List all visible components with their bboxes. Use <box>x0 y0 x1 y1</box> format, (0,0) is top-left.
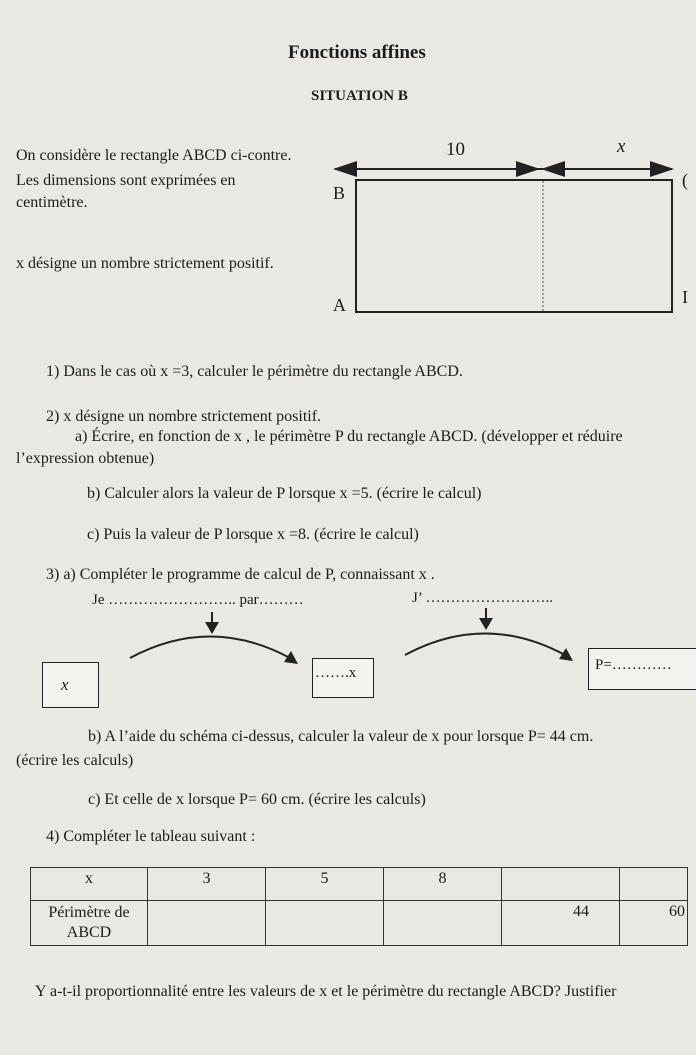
table-row <box>31 901 688 946</box>
step-j-label: J’ <box>412 590 422 606</box>
down-arrow-1 <box>205 622 219 634</box>
question-3b-line-1: b) A l’aide du schéma ci-dessus, calculer la valeur de x pour lorsque P= 44 cm. <box>88 728 594 745</box>
table-row-label-line-1: Périmètre de <box>48 904 130 921</box>
table-cell <box>148 901 266 946</box>
curve-arrow-1 <box>130 637 290 659</box>
step-je-blank: …………………….. <box>108 592 236 608</box>
question-2a-line-2: l’expression obtenue) <box>16 450 155 467</box>
final-question: Y a-t-il proportionnalité entre les valeurs de x et le périmètre du rectangle ABCD? Justifier <box>35 983 617 1000</box>
box-middle <box>312 658 374 698</box>
curve-arrow-2 <box>405 634 565 656</box>
vertex-b: B <box>333 183 346 203</box>
table-cell: 5 <box>266 868 384 901</box>
table-cell <box>620 868 688 901</box>
intro-line-3: centimètre. <box>16 194 88 211</box>
intro-line-1: On considère le rectangle ABCD ci-contre. <box>16 147 292 164</box>
box-output-p-label: P=………… <box>595 657 672 673</box>
table-cell: 8 <box>384 868 502 901</box>
question-1: 1) Dans le cas où x =3, calculer le périmètre du rectangle ABCD. <box>46 363 463 380</box>
box-input-x <box>42 662 99 708</box>
box-middle-label: …….x <box>315 665 357 681</box>
box-output-p <box>588 648 696 690</box>
vertex-d: I <box>682 287 688 307</box>
box-input-x-label: x <box>61 675 69 694</box>
question-2c: c) Puis la valeur de P lorsque x =8. (écrire le calcul) <box>87 526 419 543</box>
question-3c: c) Et celle de x lorsque P= 60 cm. (écrire les calculs) <box>88 791 426 808</box>
length-label-x: x <box>617 136 626 157</box>
table-row <box>31 868 688 901</box>
table-row-label <box>31 901 148 946</box>
step-je-label: Je <box>92 592 105 608</box>
table-cell: 60 <box>620 901 688 946</box>
table-cell <box>266 901 384 946</box>
table-cell: 3 <box>148 868 266 901</box>
intro-line-2: Les dimensions sont exprimées en <box>16 172 236 189</box>
question-3b-line-2: (écrire les calculs) <box>16 752 134 769</box>
question-2-head: 2) x désigne un nombre strictement positif. <box>46 408 322 425</box>
situation-heading: SITUATION B <box>311 88 408 104</box>
question-4: 4) Compléter le tableau suivant : <box>46 828 256 845</box>
vertex-a: A <box>333 295 346 315</box>
length-label-10: 10 <box>446 139 465 160</box>
table-row-label-line-2: ABCD <box>66 924 112 941</box>
down-arrow-2 <box>479 618 493 630</box>
step-j-blank: …………………….. <box>425 590 553 606</box>
values-table <box>30 867 688 946</box>
vertex-c: ( <box>682 170 688 190</box>
curve-arrow-2-head <box>559 648 573 661</box>
step-je-par: par……… <box>239 592 304 608</box>
intro-line-4: x désigne un nombre strictement positif. <box>16 255 274 272</box>
question-3a: 3) a) Compléter le programme de calcul de P, connaissant x . <box>46 566 435 583</box>
curve-arrow-1-head <box>284 651 298 664</box>
table-cell: 44 <box>502 901 620 946</box>
table-cell <box>384 901 502 946</box>
page-title: Fonctions affines <box>288 42 426 63</box>
table-cell <box>502 868 620 901</box>
table-cell: x <box>31 868 148 901</box>
question-2b: b) Calculer alors la valeur de P lorsque x =5. (écrire le calcul) <box>87 485 482 502</box>
question-2a-line-1: a) Écrire, en fonction de x , le périmètre P du rectangle ABCD. (développer et réduire <box>75 428 623 445</box>
